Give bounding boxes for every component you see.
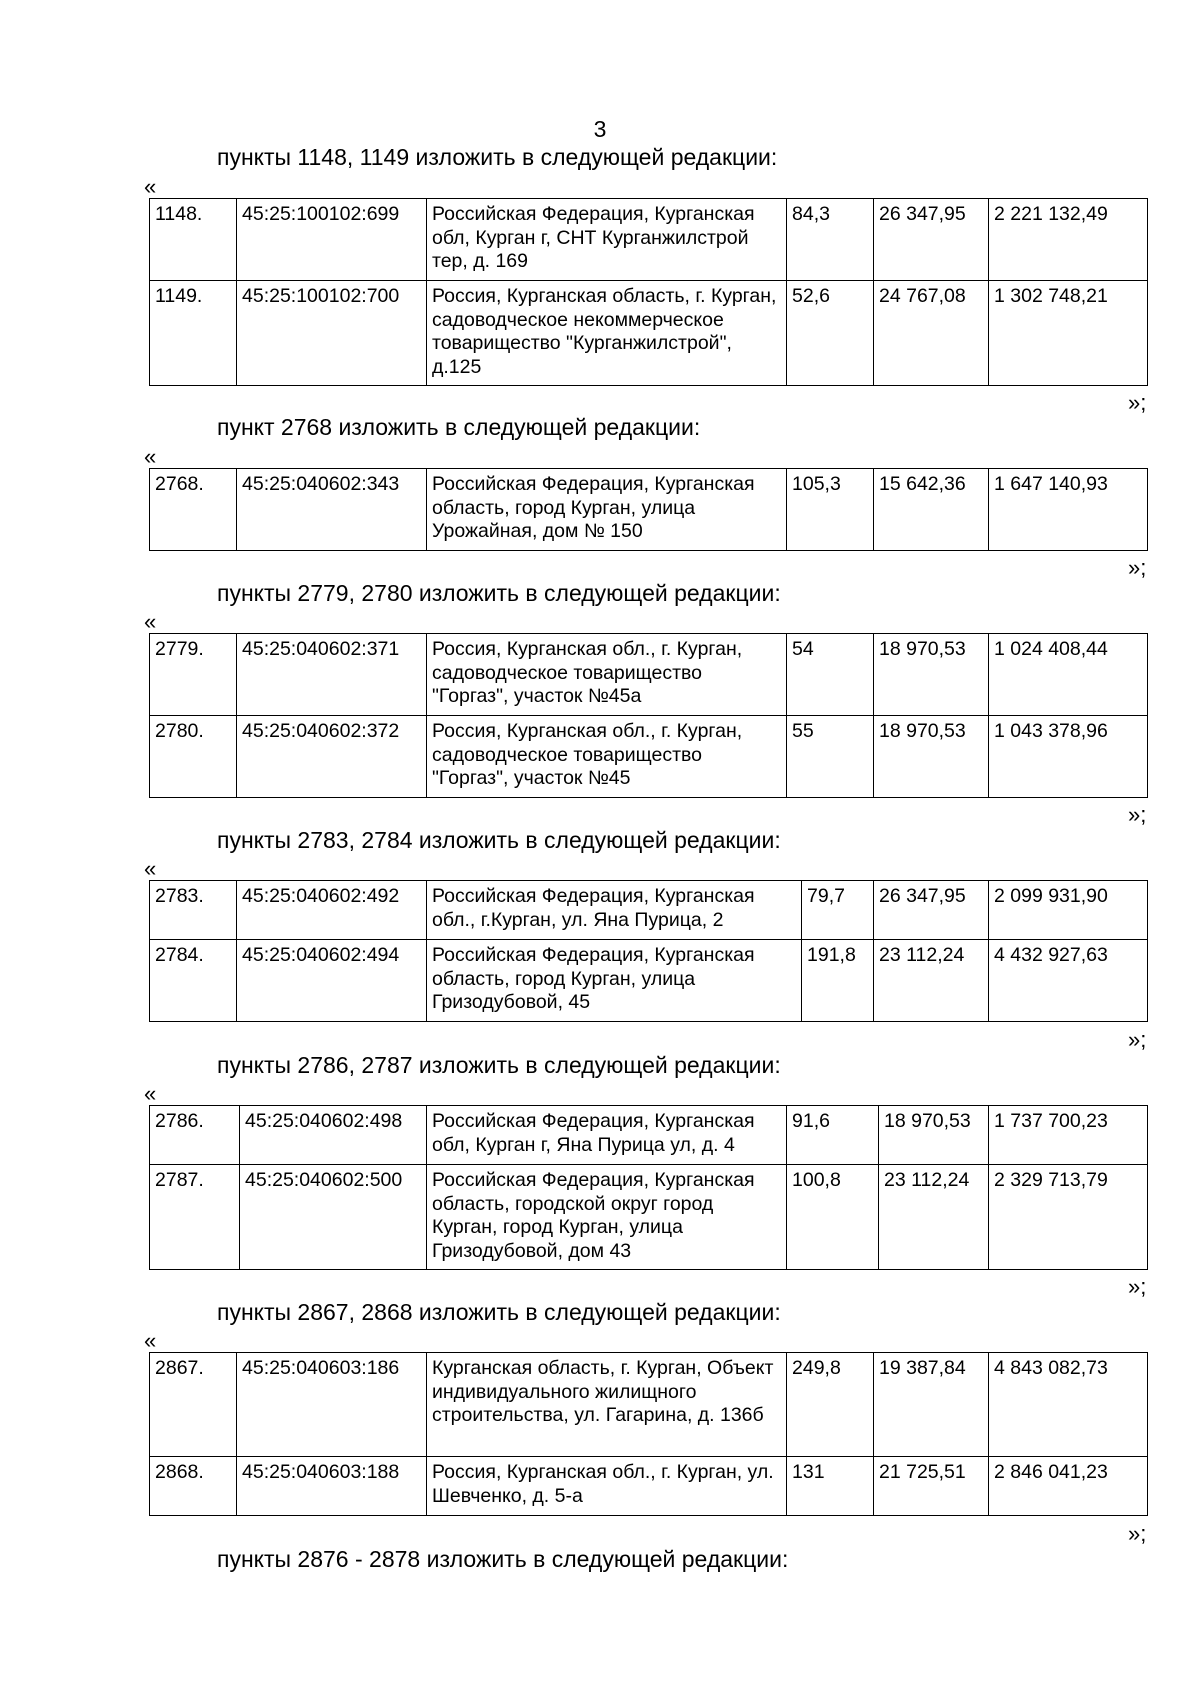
address: Россия, Курганская область, г. Курган, садоводческое некоммерческое товарищество "Курганжилстрой", д.125: [427, 281, 787, 386]
address: Российская Федерация, Курганская область, городской округ город Курган, город Курган, улица Гризодубовой, дом 43: [427, 1165, 787, 1270]
register-table: [149, 198, 1148, 386]
open-quote: «: [144, 1328, 157, 1353]
address: Россия, Курганская обл., г. Курган, ул. Шевченко, д. 5-а: [427, 1457, 787, 1516]
area: 52,6: [787, 281, 874, 386]
unit-value: 23 112,24: [874, 940, 989, 1022]
table-row: [150, 469, 1148, 551]
area: 249,8: [787, 1353, 874, 1457]
cadastral-number: 45:25:040602:494: [237, 940, 427, 1022]
item-number: 2783.: [150, 881, 237, 940]
area: 54: [787, 634, 874, 716]
address: Российская Федерация, Курганская область, город Курган, улица Урожайная, дом № 150: [427, 469, 787, 551]
area: 131: [787, 1457, 874, 1516]
close-quote: »;: [1128, 1027, 1147, 1052]
open-quote: «: [144, 174, 157, 199]
section-heading: пункты 2779, 2780 изложить в следующей редакции:: [217, 580, 781, 606]
item-number: 2786.: [150, 1106, 240, 1165]
open-quote: «: [144, 856, 157, 881]
close-quote: »;: [1128, 390, 1147, 415]
address: Российская Федерация, Курганская обл, Курган г, СНТ Курганжилстрой тер, д. 169: [427, 199, 787, 281]
item-number: 2780.: [150, 716, 237, 798]
area: 91,6: [787, 1106, 879, 1165]
cadastral-value: 2 846 041,23: [989, 1457, 1148, 1516]
cadastral-value: 1 302 748,21: [989, 281, 1148, 386]
cadastral-value: 1 737 700,23: [989, 1106, 1148, 1165]
table-row: [150, 881, 1148, 940]
unit-value: 23 112,24: [879, 1165, 989, 1270]
address: Российская Федерация, Курганская область, город Курган, улица Гризодубовой, 45: [427, 940, 802, 1022]
page-number: 3: [593, 116, 607, 142]
address: Курганская область, г. Курган, Объект индивидуального жилищного строительства, ул. Гагарина, д. 136б: [427, 1353, 787, 1457]
cadastral-value: 1 647 140,93: [989, 469, 1148, 551]
unit-value: 24 767,08: [874, 281, 989, 386]
table-row: [150, 1457, 1148, 1516]
cadastral-number: 45:25:040602:343: [237, 469, 427, 551]
cadastral-number: 45:25:040602:498: [240, 1106, 427, 1165]
register-table: [149, 468, 1148, 551]
cadastral-value: 4 432 927,63: [989, 940, 1148, 1022]
cadastral-number: 45:25:040602:492: [237, 881, 427, 940]
cadastral-value: 2 221 132,49: [989, 199, 1148, 281]
register-table: [149, 880, 1148, 1022]
area: 105,3: [787, 469, 874, 551]
register-table: [149, 1105, 1148, 1270]
section-heading: пункты 2876 - 2878 изложить в следующей редакции:: [217, 1546, 789, 1572]
table-row: [150, 940, 1148, 1022]
close-quote: »;: [1128, 802, 1147, 827]
address: Россия, Курганская обл., г. Курган, садоводческое товарищество "Горгаз", участок №45: [427, 716, 787, 798]
address: Россия, Курганская обл., г. Курган, садоводческое товарищество "Горгаз", участок №45а: [427, 634, 787, 716]
register-table: [149, 1352, 1148, 1516]
address: Российская Федерация, Курганская обл., г.Курган, ул. Яна Пурица, 2: [427, 881, 802, 940]
area: 100,8: [787, 1165, 879, 1270]
unit-value: 21 725,51: [874, 1457, 989, 1516]
area: 55: [787, 716, 874, 798]
cadastral-value: 4 843 082,73: [989, 1353, 1148, 1457]
cadastral-number: 45:25:100102:700: [237, 281, 427, 386]
unit-value: 18 970,53: [874, 634, 989, 716]
close-quote: »;: [1128, 1274, 1147, 1299]
open-quote: «: [144, 444, 157, 469]
unit-value: 19 387,84: [874, 1353, 989, 1457]
cadastral-number: 45:25:040602:372: [237, 716, 427, 798]
item-number: 1149.: [150, 281, 237, 386]
cadastral-number: 45:25:040602:371: [237, 634, 427, 716]
item-number: 2779.: [150, 634, 237, 716]
table-row: [150, 716, 1148, 798]
cadastral-value: 1 024 408,44: [989, 634, 1148, 716]
register-table: [149, 633, 1148, 798]
table-row: [150, 199, 1148, 281]
item-number: 2867.: [150, 1353, 237, 1457]
unit-value: 18 970,53: [874, 716, 989, 798]
item-number: 2784.: [150, 940, 237, 1022]
unit-value: 26 347,95: [874, 199, 989, 281]
open-quote: «: [144, 609, 157, 634]
open-quote: «: [144, 1081, 157, 1106]
cadastral-number: 45:25:040603:188: [237, 1457, 427, 1516]
area: 191,8: [802, 940, 874, 1022]
area: 84,3: [787, 199, 874, 281]
item-number: 1148.: [150, 199, 237, 281]
item-number: 2868.: [150, 1457, 237, 1516]
close-quote: »;: [1128, 555, 1147, 580]
table-row: [150, 634, 1148, 716]
section-heading: пункты 2867, 2868 изложить в следующей редакции:: [217, 1299, 781, 1325]
area: 79,7: [802, 881, 874, 940]
unit-value: 15 642,36: [874, 469, 989, 551]
cadastral-number: 45:25:040602:500: [240, 1165, 427, 1270]
cadastral-value: 1 043 378,96: [989, 716, 1148, 798]
cadastral-value: 2 329 713,79: [989, 1165, 1148, 1270]
section-heading: пункты 1148, 1149 изложить в следующей редакции:: [217, 144, 778, 170]
item-number: 2768.: [150, 469, 237, 551]
section-heading: пункты 2783, 2784 изложить в следующей редакции:: [217, 827, 781, 853]
cadastral-value: 2 099 931,90: [989, 881, 1148, 940]
section-heading: пункт 2768 изложить в следующей редакции:: [217, 414, 701, 440]
item-number: 2787.: [150, 1165, 240, 1270]
cadastral-number: 45:25:100102:699: [237, 199, 427, 281]
table-row: [150, 1106, 1148, 1165]
address: Российская Федерация, Курганская обл, Курган г, Яна Пурица ул, д. 4: [427, 1106, 787, 1165]
section-heading: пункты 2786, 2787 изложить в следующей редакции:: [217, 1052, 781, 1078]
table-row: [150, 281, 1148, 386]
unit-value: 26 347,95: [874, 881, 989, 940]
close-quote: »;: [1128, 1521, 1147, 1546]
table-row: [150, 1353, 1148, 1457]
table-row: [150, 1165, 1148, 1270]
unit-value: 18 970,53: [879, 1106, 989, 1165]
cadastral-number: 45:25:040603:186: [237, 1353, 427, 1457]
